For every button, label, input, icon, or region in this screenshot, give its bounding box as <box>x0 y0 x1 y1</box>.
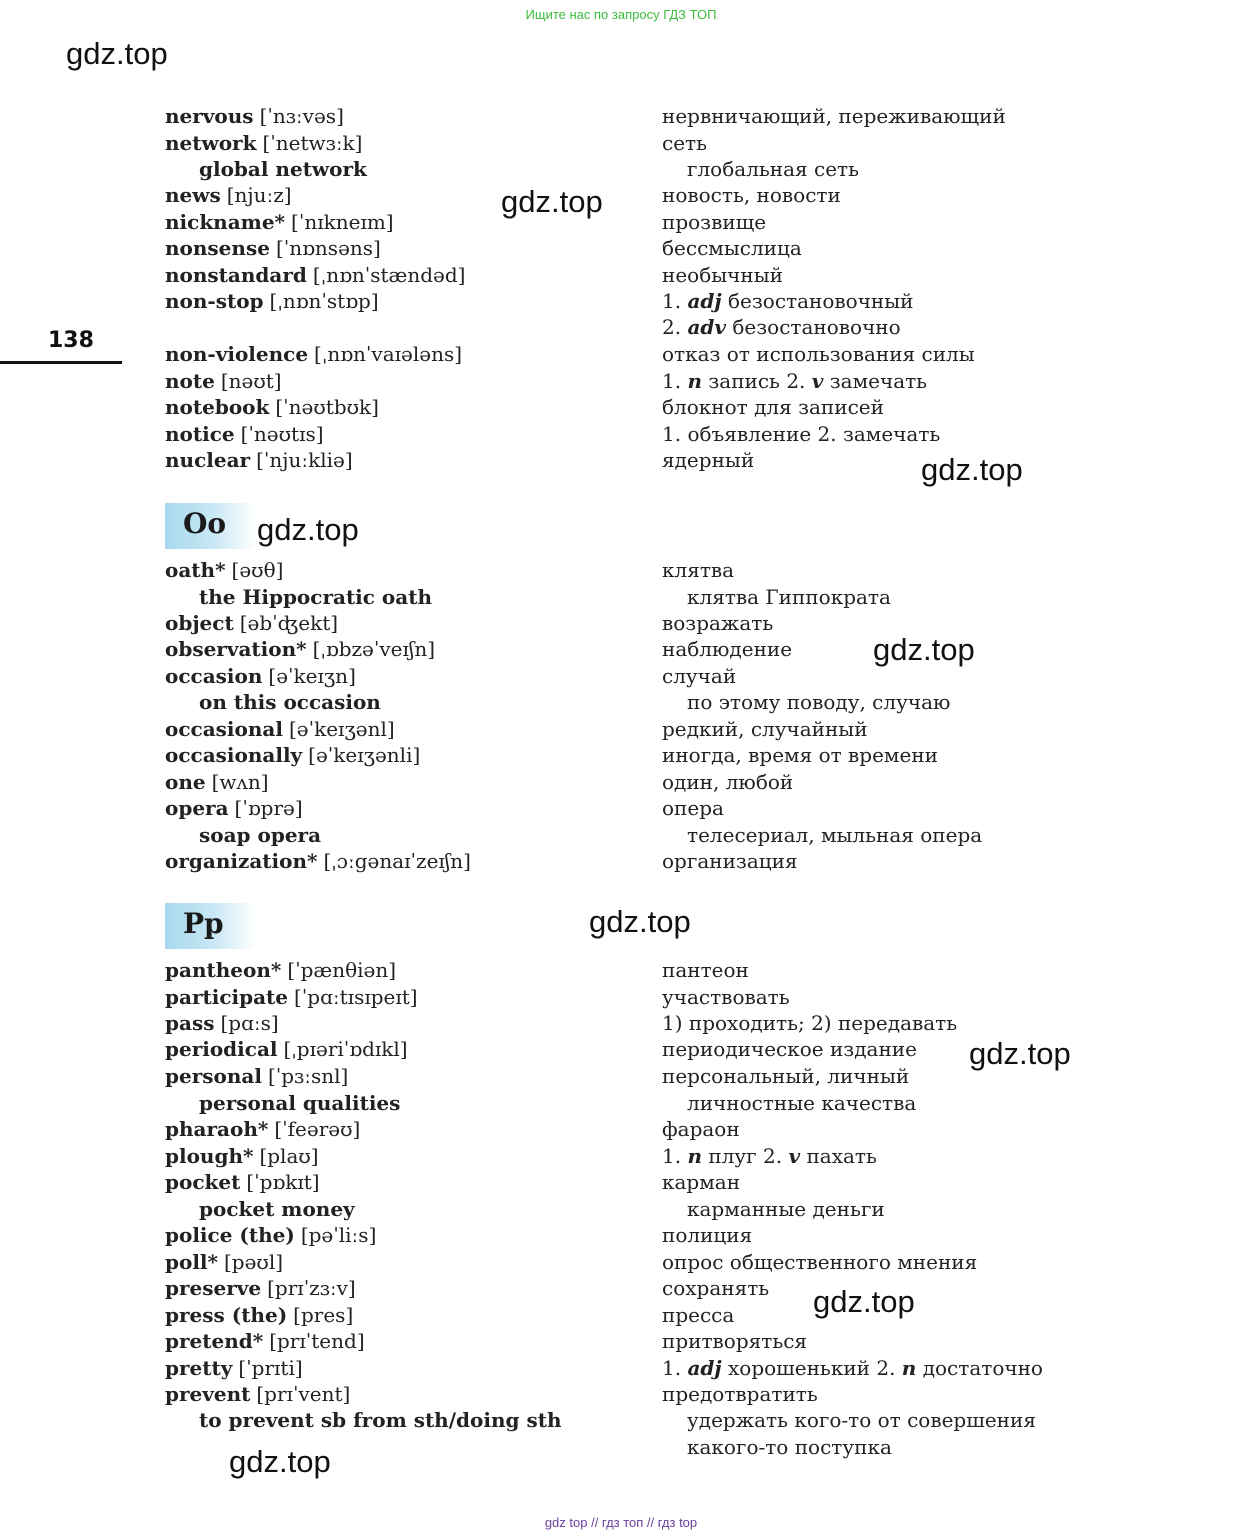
bottom-banner: gdz top // гдз топ // гдз top <box>544 1515 698 1530</box>
entry-headword: nonsense [ˈnɒnsəns] <box>165 236 381 260</box>
entry-translation: удержать кого-то от совершения <box>687 1408 1036 1432</box>
entry-headword: one [wʌn] <box>165 770 269 794</box>
entry-translation: какого-то поступка <box>687 1435 892 1459</box>
entry-phrase: to prevent sb from sth/doing sth <box>199 1408 562 1432</box>
entry-headword: prevent [prɪˈvent] <box>165 1382 351 1406</box>
watermark: gdz.top <box>66 36 168 71</box>
entry-translation: периодическое издание <box>662 1037 917 1061</box>
entry-headword: note [nəʊt] <box>165 369 282 393</box>
entry-translation: 1. n плуг 2. v пахать <box>662 1144 877 1168</box>
entry-translation: нервничающий, переживающий <box>662 104 1006 128</box>
entry-headword: plough* [plaʊ] <box>165 1144 319 1168</box>
entry-headword: pocket [ˈpɒkɪt] <box>165 1170 320 1194</box>
watermark: gdz.top <box>813 1284 915 1319</box>
entry-translation: 2. adv безостановочно <box>662 315 901 339</box>
entry-translation: новость, новости <box>662 183 841 207</box>
entry-translation: персональный, личный <box>662 1064 910 1088</box>
entry-translation: ядерный <box>662 448 755 472</box>
entry-translation: возражать <box>662 611 774 635</box>
entry-headword: police (the) [pəˈliːs] <box>165 1223 377 1247</box>
entry-translation: участвовать <box>662 985 790 1009</box>
entry-phrase: global network <box>199 157 367 181</box>
entry-headword: pass [pɑːs] <box>165 1011 279 1035</box>
entry-headword: network [ˈnetwɜːk] <box>165 131 363 155</box>
entry-headword: preserve [prɪˈzɜːv] <box>165 1276 356 1300</box>
entry-translation: редкий, случайный <box>662 717 868 741</box>
entry-translation: иногда, время от времени <box>662 743 938 767</box>
entry-phrase: personal qualities <box>199 1091 401 1115</box>
entry-headword: pretty [ˈprɪti] <box>165 1356 303 1380</box>
top-banner: Ищите нас по запросу ГДЗ ТОП <box>525 7 717 22</box>
entry-translation: 1) проходить; 2) передавать <box>662 1011 958 1035</box>
entry-headword: press (the) [pres] <box>165 1303 354 1327</box>
entry-headword: nickname* [ˈnɪkneɪm] <box>165 210 394 234</box>
entry-headword: notice [ˈnəʊtɪs] <box>165 422 324 446</box>
entry-headword: occasion [əˈkeɪʒn] <box>165 664 356 688</box>
entry-headword: observation* [ˌɒbzəˈveɪʃn] <box>165 637 436 661</box>
entry-headword: nuclear [ˈnjuːkliə] <box>165 448 353 472</box>
entry-translation: 1. n запись 2. v замечать <box>662 369 928 393</box>
entry-phrase: pocket money <box>199 1197 355 1221</box>
entry-translation: 1. adj безостановочный <box>662 289 914 313</box>
entry-headword: participate [ˈpɑːtɪsɪpeɪt] <box>165 985 418 1009</box>
entry-translation: клятва Гиппократа <box>687 585 891 609</box>
entry-translation: 1. объявление 2. замечать <box>662 422 941 446</box>
watermark: gdz.top <box>969 1036 1071 1071</box>
entry-translation: сохранять <box>662 1276 770 1300</box>
entry-phrase: on this occasion <box>199 690 381 714</box>
watermark: gdz.top <box>921 452 1023 487</box>
entry-translation: наблюдение <box>662 637 793 661</box>
entry-translation: притворяться <box>662 1329 808 1353</box>
entry-translation: полиция <box>662 1223 753 1247</box>
entry-headword: oath* [əʊθ] <box>165 558 284 582</box>
page-number-rule <box>0 361 122 364</box>
entry-translation: личностные качества <box>687 1091 917 1115</box>
entry-headword: personal [ˈpɜːsnl] <box>165 1064 349 1088</box>
watermark: gdz.top <box>873 632 975 667</box>
entry-phrase: soap opera <box>199 823 322 847</box>
entry-translation: карман <box>662 1170 741 1194</box>
entry-headword: notebook [ˈnəʊtbʊk] <box>165 395 379 419</box>
section-letter-p: Pp <box>165 903 255 949</box>
entry-translation: сеть <box>662 131 707 155</box>
entry-translation: необычный <box>662 263 783 287</box>
entry-translation: опрос общественного мнения <box>662 1250 978 1274</box>
entry-translation: блокнот для записей <box>662 395 884 419</box>
entry-translation: по этому поводу, случаю <box>687 690 951 714</box>
entry-translation: телесериал, мыльная опера <box>687 823 983 847</box>
entry-translation: предотвратить <box>662 1382 818 1406</box>
entry-translation: бессмыслица <box>662 236 802 260</box>
entry-headword: opera [ˈɒprə] <box>165 796 303 820</box>
section-letter-o: Oo <box>165 503 255 549</box>
entry-translation: опера <box>662 796 724 820</box>
entry-translation: фараон <box>662 1117 740 1141</box>
entry-translation: 1. adj хорошенький 2. n достаточно <box>662 1356 1043 1380</box>
entry-headword: pantheon* [ˈpænθiən] <box>165 958 397 982</box>
entry-headword: organization* [ˌɔːgənaɪˈzeɪʃn] <box>165 849 471 873</box>
watermark: gdz.top <box>229 1444 331 1479</box>
entry-headword: nonstandard [ˌnɒnˈstændəd] <box>165 263 466 287</box>
entry-headword: nervous [ˈnɜːvəs] <box>165 104 344 128</box>
entry-translation: отказ от использования силы <box>662 342 975 366</box>
watermark: gdz.top <box>257 512 359 547</box>
entry-translation: случай <box>662 664 737 688</box>
entry-headword: object [əbˈʤekt] <box>165 611 339 635</box>
entry-translation: клятва <box>662 558 735 582</box>
entry-translation: пресса <box>662 1303 735 1327</box>
entry-headword: occasional [əˈkeɪʒənl] <box>165 717 395 741</box>
entry-phrase: the Hippocratic oath <box>199 585 432 609</box>
entry-headword: occasionally [əˈkeɪʒənli] <box>165 743 421 767</box>
entry-headword: non-stop [ˌnɒnˈstɒp] <box>165 289 379 313</box>
entry-translation: глобальная сеть <box>687 157 860 181</box>
entry-headword: poll* [pəʊl] <box>165 1250 284 1274</box>
entry-headword: periodical [ˌpɪəriˈɒdɪkl] <box>165 1037 408 1061</box>
entry-headword: news [njuːz] <box>165 183 292 207</box>
page-number: 138 <box>48 328 94 353</box>
entry-translation: карманные деньги <box>687 1197 885 1221</box>
entry-translation: один, любой <box>662 770 794 794</box>
watermark: gdz.top <box>589 904 691 939</box>
entry-translation: пантеон <box>662 958 749 982</box>
watermark: gdz.top <box>501 184 603 219</box>
entry-headword: pretend* [prɪˈtend] <box>165 1329 365 1353</box>
entry-translation: организация <box>662 849 798 873</box>
entry-headword: non-violence [ˌnɒnˈvaɪələns] <box>165 342 463 366</box>
entry-headword: pharaoh* [ˈfeərəʊ] <box>165 1117 361 1141</box>
entry-translation: прозвище <box>662 210 767 234</box>
